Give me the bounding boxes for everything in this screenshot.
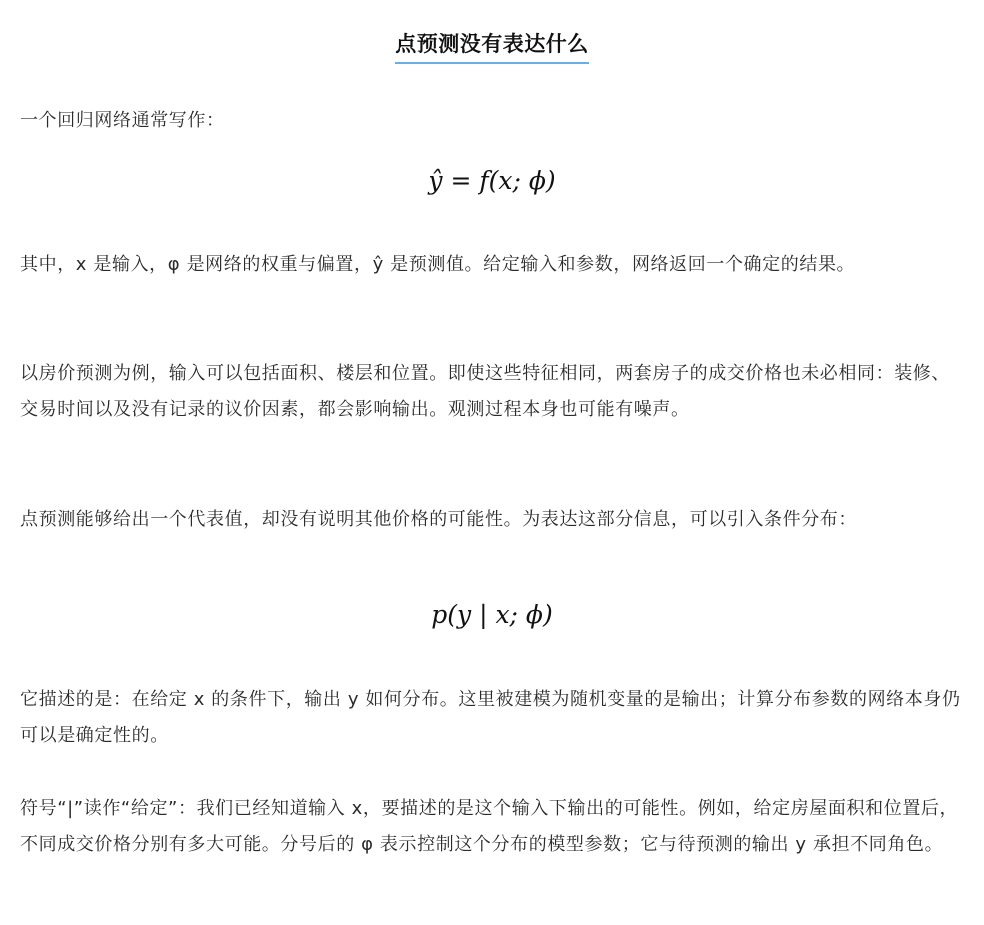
page-title: 点预测没有表达什么: [395, 28, 589, 64]
paragraph-house-price-example: 以房价预测为例，输入可以包括面积、楼层和位置。即使这些特征相同，两套房子的成交价格也未必相同：装修、交易时间以及没有记录的议价因素，都会影响输出。观测过程本身也可能有噪声。: [20, 363, 950, 420]
paragraph-definitions: 其中，x 是输入，φ 是网络的权重与偏置，ŷ 是预测值。给定输入和参数，网络返回一个确定的结果。: [20, 254, 856, 275]
paragraph-description: 它描述的是：在给定 x 的条件下，输出 y 如何分布。这里被建模为随机变量的是输出；计算分布参数的网络本身仍可以是确定性的。: [20, 689, 961, 746]
paragraph-conditional-distribution: 点预测能够给出一个代表值，却没有说明其他价格的可能性。为表达这部分信息，可以引入条件分布：: [20, 509, 857, 530]
paragraph-intro: 一个回归网络通常写作：: [20, 110, 225, 131]
title-container: [0, 28, 984, 64]
formula-conditional: p(y | x; ϕ): [431, 600, 553, 629]
paragraph-notation: 符号“|”读作“给定”：我们已经知道输入 x，要描述的是这个输入下输出的可能性。例如，给定房屋面积和位置后，不同成交价格分别有多大可能。分号后的 φ 表示控制这个分布的模型参数；它与待预测的输出 y 承担不同角色。: [20, 798, 959, 855]
formula-regression: ŷ = f(x; ϕ): [428, 166, 556, 195]
